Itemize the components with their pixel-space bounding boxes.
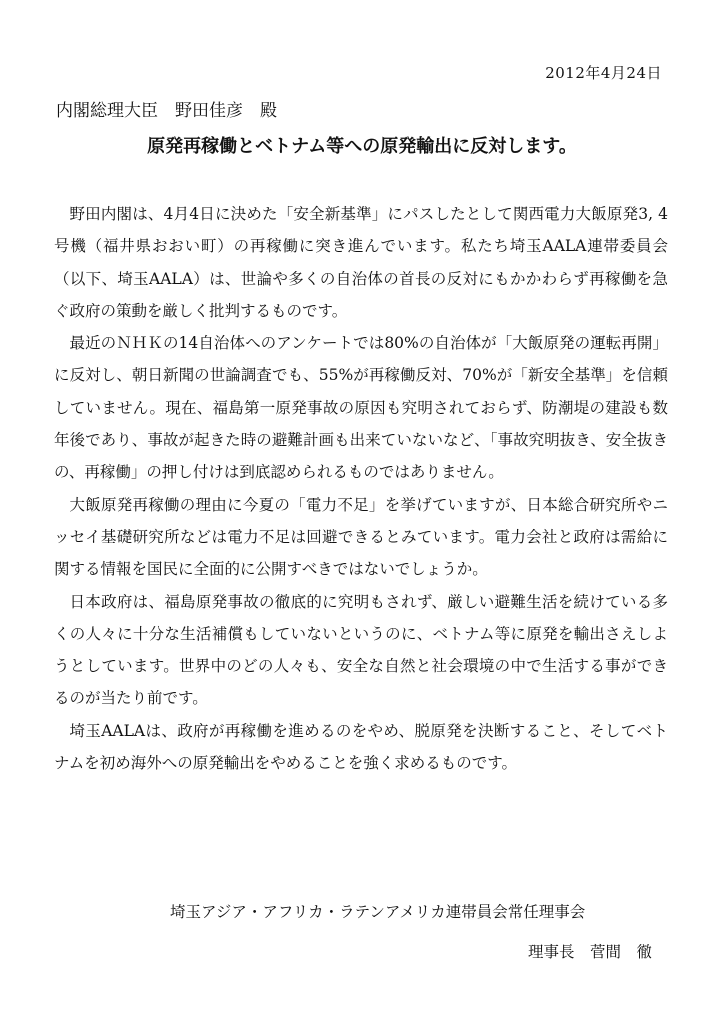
organization-name: 埼玉アジア・アフリカ・ラテンアメリカ連帯員会常任理事会 <box>170 903 586 921</box>
signer-name: 理事長 菅間 徹 <box>527 943 652 961</box>
letter-body <box>54 198 668 779</box>
paragraph: 埼玉AALAは、政府が再稼働を進めるのをやめ、脱原発を決断すること、そしてベトナムを初め海外への原発輸出をやめることを強く求めるものです。 <box>54 721 668 773</box>
addressee: 内閣総理大臣 野田佳彦 殿 <box>56 101 277 121</box>
letter-date: 2012年4月24日 <box>545 64 662 82</box>
paragraph: 最近のＮＨＫの14自治体へのアンケートでは80%の自治体が「大飯原発の運転再開」に反対し、朝日新聞の世論調査でも、55%が再稼働反対、70%が「新安全基準」を信頼していません。現在、福島第一原発事故の原因も究明されておらず、防潮堤の建設も数年後であり、事故が起きた時の避難計画も出来ていないなど、「事故究明抜き、安全抜きの、再稼働」の押し付けは到底認められるものではありません。 <box>54 334 668 482</box>
paragraph: 大飯原発再稼働の理由に今夏の「電力不足」を挙げていますが、日本総合研究所やニッセイ基礎研究所などは電力不足は回避できるとみています。電力会社と政府は需給に関する情報を国民に全面的に公開すべきではないでしょうか。 <box>54 495 668 579</box>
paragraph: 野田内閣は、4月4日に決めた「安全新基準」にパスしたとして関西電力大飯原発3, 4号機（福井県おおい町）の再稼働に突き進んでいます。私たち埼玉AALA連帯委員会（以下、埼玉AALA）は、世論や多くの自治体の首長の反対にもかかわらず再稼働を急ぐ政府の策動を厳しく批判するものです。 <box>54 205 668 320</box>
paragraph: 日本政府は、福島原発事故の徹底的に究明もされず、厳しい避難生活を続けている多くの人々に十分な生活補償もしていないというのに、ベトナム等に原発を輸出さえしようとしています。世界中のどの人々も、安全な自然と社会環境の中で生活する事ができるのが当たり前です。 <box>54 592 668 708</box>
letter-title: 原発再稼働とベトナム等への原発輸出に反対します。 <box>147 136 577 157</box>
